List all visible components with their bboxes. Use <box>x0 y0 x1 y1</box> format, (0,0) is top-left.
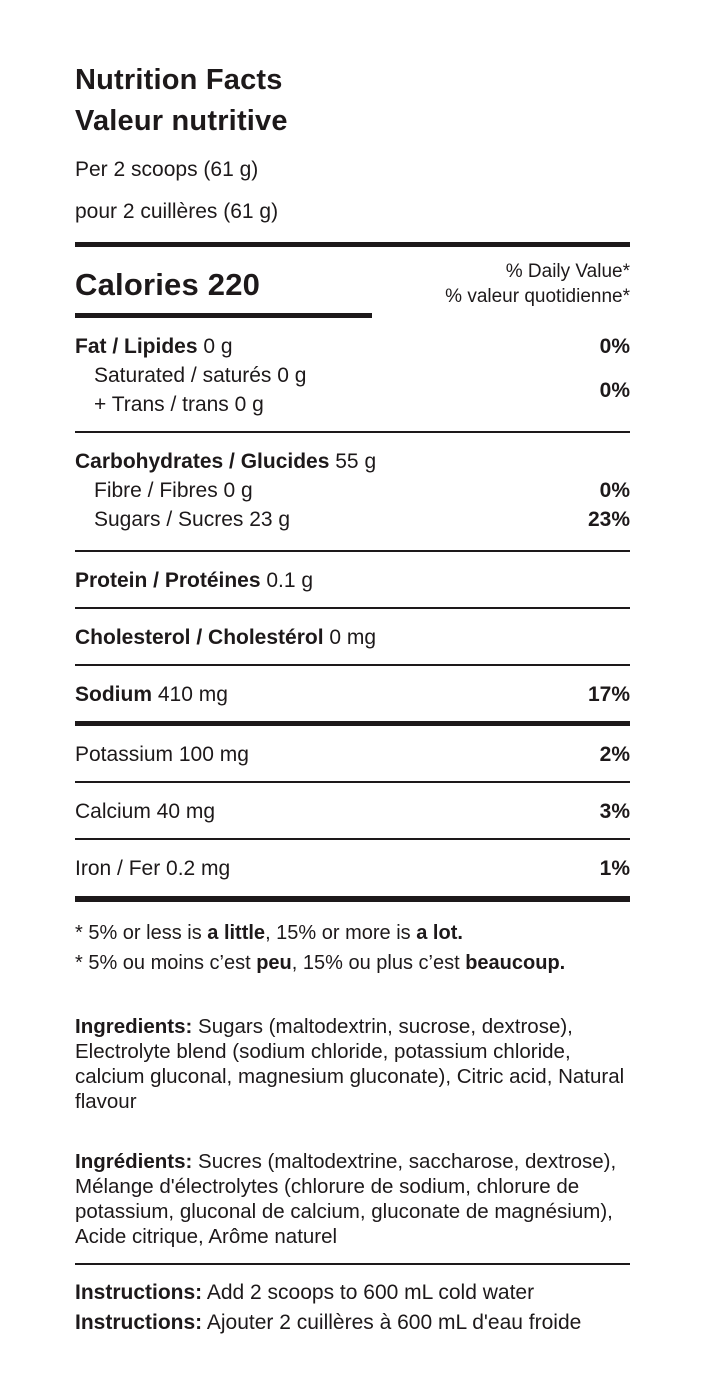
ingredients-fr: Ingrédients: Sucres (maltodextrine, saccharose, dextrose), Mélange d'électrolytes (chlorure de sodium, chlorure de potassium, gluconal de calcium, gluconate de magnésium), Acide citrique, Arôme naturel <box>75 1150 617 1248</box>
nutrient-dv-iron: 1% <box>599 857 630 880</box>
nutrient-name-carbohydrate: Carbohydrates / Glucides 55 g <box>75 450 377 473</box>
footnote-en: * 5% or less is a little, 15% or more is a lot. <box>75 922 463 944</box>
nutrient-row-fat <box>75 332 630 361</box>
instructions-fr: Instructions: Ajouter 2 cuillères à 600 mL d'eau froide <box>75 1311 582 1334</box>
nutrient-row-cholesterol <box>75 623 630 652</box>
section-rule <box>75 838 630 840</box>
nutrient-dv-fibre: 0% <box>599 479 630 502</box>
nutrient-name-cholesterol: Cholesterol / Cholestérol 0 mg <box>75 626 377 649</box>
section-rule <box>75 664 630 666</box>
instructions-en: Instructions: Add 2 scoops to 600 mL cold water <box>75 1281 535 1304</box>
nutrient-name-sugars: Sugars / Sucres 23 g <box>94 508 291 531</box>
nutrient-dv-calcium: 3% <box>599 800 630 823</box>
nutrient-row-sodium <box>75 680 630 709</box>
nutrient-dv-sugars: 23% <box>587 508 630 531</box>
nutrient-name-trans: + Trans / trans 0 g <box>94 393 264 416</box>
calories-value: Calories 220 <box>75 267 261 302</box>
nutrient-dv-saturated-trans: 0% <box>599 378 630 402</box>
calories-row <box>75 259 630 309</box>
nutrient-name-calcium: Calcium 40 mg <box>75 800 216 823</box>
nutrient-row-calcium <box>75 797 630 826</box>
mid-thick-bar <box>75 721 630 726</box>
nutrient-dv-fat: 0% <box>599 335 630 358</box>
nutrient-row-potassium <box>75 740 630 769</box>
nutrient-row-sugars <box>75 505 630 534</box>
footnote-fr: * 5% ou moins c’est peu, 15% ou plus c’est beaucoup. <box>75 952 566 974</box>
calories-underline <box>75 313 372 318</box>
nutrient-name-potassium: Potassium 100 mg <box>75 743 249 766</box>
nutrient-row-iron <box>75 854 630 883</box>
nutrient-name-fat: Fat / Lipides 0 g <box>75 335 233 358</box>
section-rule <box>75 607 630 609</box>
nutrient-subgroup-saturated-trans <box>75 361 630 419</box>
section-rule <box>75 781 630 783</box>
daily-value-header-fr: % valeur quotidienne* <box>445 286 630 307</box>
bottom-thick-bar <box>75 896 630 902</box>
title-en: Nutrition Facts <box>75 64 283 96</box>
serving-size-fr: pour 2 cuillères (61 g) <box>75 200 279 223</box>
nutrient-name-protein: Protein / Protéines 0.1 g <box>75 569 314 592</box>
nutrient-name-sodium: Sodium 410 mg <box>75 683 228 706</box>
nutrient-sublines <box>75 361 306 419</box>
daily-value-header-en: % Daily Value* <box>505 261 630 282</box>
nutrient-row-carbohydrate <box>75 447 630 476</box>
nutrient-row-protein <box>75 566 630 595</box>
section-rule <box>75 550 630 552</box>
nutrient-name-iron: Iron / Fer 0.2 mg <box>75 857 231 880</box>
title-fr: Valeur nutritive <box>75 105 288 137</box>
nutrient-name-fibre: Fibre / Fibres 0 g <box>94 479 253 502</box>
section-rule <box>75 431 630 433</box>
section-rule <box>75 1263 630 1265</box>
ingredients-en: Ingredients: Sugars (maltodextrin, sucrose, dextrose), Electrolyte blend (sodium chloride, potassium chloride, calcium gluconal, magnesium gluconate), Citric acid, Natural flavour <box>75 1015 625 1113</box>
top-thick-bar <box>75 242 630 247</box>
nutrient-dv-potassium: 2% <box>599 743 630 766</box>
nutrient-name-saturated: Saturated / saturés 0 g <box>94 364 307 387</box>
serving-size-en: Per 2 scoops (61 g) <box>75 158 259 181</box>
nutrient-row-fibre <box>75 476 630 505</box>
nutrient-dv-sodium: 17% <box>587 683 630 706</box>
daily-value-header <box>445 259 630 309</box>
